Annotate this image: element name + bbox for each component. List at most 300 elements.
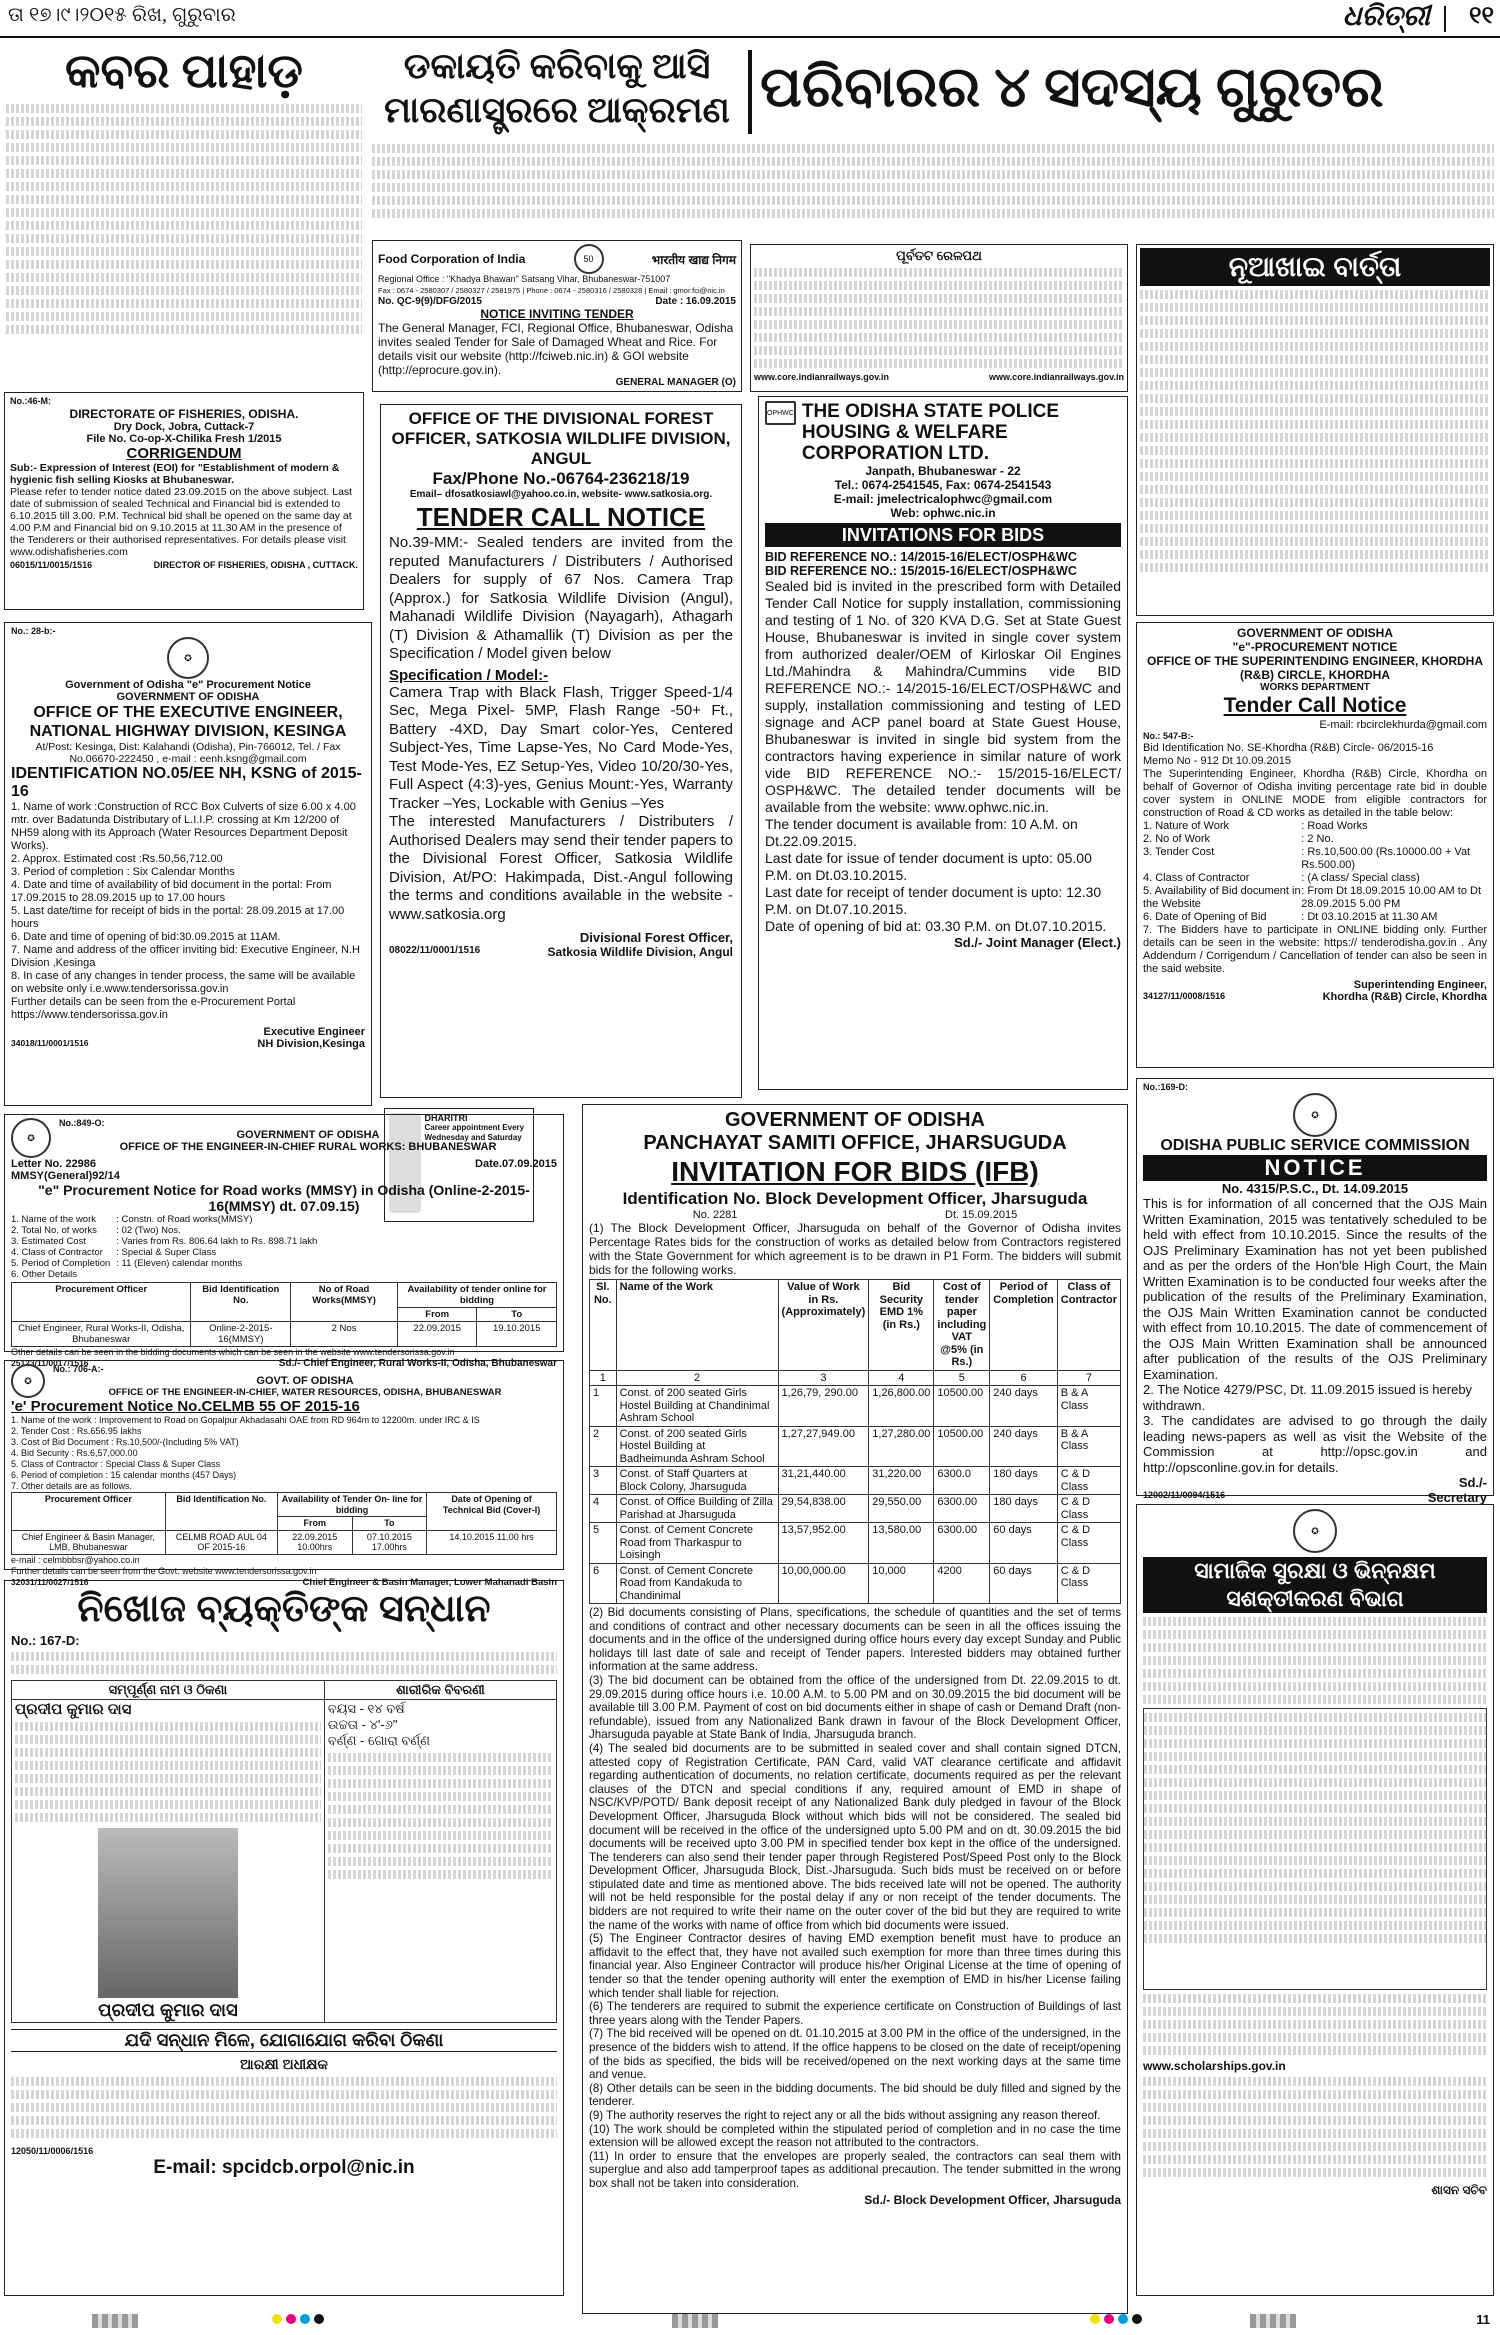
khordha-item-value: : Road Works bbox=[1301, 820, 1368, 832]
ad-nuakhai bbox=[1136, 244, 1494, 616]
ad-social-security bbox=[1136, 1504, 1494, 2296]
fci-body: The General Manager, FCI, Regional Office, Bhubaneswar, Odisha invites sealed Tender for Sale of Damaged Wheat and Rice. For details visit our website (http://fciweb.nic.in) & GOI website (http://eprocure.gov.in). bbox=[378, 321, 734, 377]
table-row bbox=[590, 1523, 1121, 1564]
ifb-colnum: 5 bbox=[934, 1370, 990, 1386]
kesinga-item-6: 6. Date and time of opening of bid:30.09.2015 at 11AM. bbox=[11, 931, 281, 943]
ifb-cell: 1,26,79, 290.00 bbox=[778, 1386, 869, 1427]
rural-cell: 2 Nos bbox=[291, 1322, 398, 1347]
water-heading: 'e' Procurement Notice No.CELMB 55 OF 2015-16 bbox=[11, 1398, 360, 1415]
table-row bbox=[590, 1386, 1121, 1427]
khordha-item-value: : From Dt 18.09.2015 10.00 AM to Dt 28.09.2015 5.00 PM bbox=[1301, 885, 1481, 910]
forest-body: No.39-MM:- Sealed tenders are invited from the reputed Manufacturers / Distributers / Authorised Dealers for supply of 67 Nos. Camera Trap (Approx.) for Satkosia Wildlife Division (Angul), Mahanadi Wildlife Division (Nayagarh), Athagarh (T) Division & Athamallik (T) Division as per the Specification / Model given below bbox=[389, 534, 733, 662]
water-th: To bbox=[352, 1517, 427, 1531]
rural-th: From bbox=[397, 1308, 477, 1322]
rural-cell: 22.09.2015 bbox=[397, 1322, 477, 1347]
ad-ifb-jharsuguda bbox=[582, 1104, 1128, 2314]
khordha-body: The Superintending Engineer, Khordha (R&B) Circle, Khordha on behalf of Governor of Odisha inviting percentage rate bid in double cover system in ONLINE MODE from eligible contractors for construction of Road & CD works as detailed in the table below: bbox=[1143, 768, 1487, 819]
table-row bbox=[590, 1563, 1121, 1604]
masthead-rule bbox=[0, 36, 1500, 38]
ifb-cell: 1,26,800.00 bbox=[869, 1386, 934, 1427]
khordha-items-table bbox=[1143, 820, 1487, 924]
khordha-item-label: 6. Date of Opening of Bid bbox=[1143, 911, 1267, 923]
print-registration-strip bbox=[0, 2306, 1500, 2335]
rural-item-value: : Constn. of Road works(MMSY) bbox=[116, 1214, 253, 1225]
missing-col1: ସମ୍ପୂର୍ଣ୍ଣ ନାମ ଓ ଠିକଣା bbox=[12, 1681, 325, 1700]
ifb-cell: 240 days bbox=[990, 1386, 1058, 1427]
kesinga-no: No.: 28-b:- bbox=[11, 626, 56, 636]
rural-item-label: 3. Estimated Cost bbox=[11, 1236, 86, 1247]
opsc-name: ODISHA PUBLIC SERVICE COMMISSION bbox=[1160, 1137, 1470, 1154]
ifb-colnum: 3 bbox=[778, 1370, 869, 1386]
social-web: www.scholarships.gov.in bbox=[1143, 2059, 1286, 2073]
fci-name: Food Corporation of India bbox=[378, 252, 526, 266]
ifb-cell: 4200 bbox=[934, 1563, 990, 1604]
headline-dakaiti: ଡକାୟତି କରିବାକୁ ଆସି ମାରଣାସ୍ତ୍ରରେ ଆକ୍ରମଣ bbox=[384, 46, 730, 130]
ifb-cell: 60 days bbox=[990, 1563, 1058, 1604]
rural-note: Other details can be seen in the bidding documents which can be seen in the website www.tendersorissa.gov.in bbox=[11, 1347, 455, 1357]
water-table bbox=[11, 1492, 557, 1555]
water-item-2: 2. Tender Cost : Rs.656.95 lakhs bbox=[11, 1426, 142, 1436]
opsc-heading: NOTICE bbox=[1143, 1155, 1487, 1181]
ifb-para-6: (6) The tenderers are required to submit the experience certificate on Construction of Buildings of last three years along with the Tender Papers. bbox=[589, 2000, 1121, 2027]
ifb-para-2: (2) Bid documents consisting of Plans, specifications, the schedule of quantities and the set of terms and conditions of contract and other necessary documents can be seen in all the offices issuing the documents and in the office of the undersigned during office hours every day except Sunday and Public holidays till last date of sale and receipt of Tender papers. Interested bidders may obtained further information at the same address. bbox=[589, 1606, 1121, 1674]
ophwc-logo-icon: OPHWC bbox=[765, 401, 796, 425]
ad-railway bbox=[750, 244, 1128, 392]
magenta-dot-icon bbox=[286, 2314, 296, 2324]
ifb-cell: 10,00,000.00 bbox=[778, 1563, 869, 1604]
ad-khordha bbox=[1136, 622, 1494, 1068]
ifb-para-3: (3) The bid document can be obtained from the office of the undersigned from Dt. 22.09.2015 to dt. 29.09.2015 during office hours i.e. 10.00 A.M. to 5.00 PM and on 30.09.2015 the bid document will be available till 3.00 P.M. Payment of cost on bid documents either in shape of cash or Demand Draft (non-refundable), issued from any Nationalized Bank drawn in favour of the Block Development Officer, Jharsuguda payable at State Bank of India, Jharsuguda branch. bbox=[589, 1673, 1121, 1742]
ifb-cell: 13,580.00 bbox=[869, 1523, 934, 1564]
ifb-cell: B & A Class bbox=[1057, 1426, 1120, 1467]
kesinga-addr: At/Post: Kesinga, Dist: Kalahandi (Odisha), Pin-766012, Tel. / Fax No.06670-222450 , e-mail : eenh.ksng@gmail.com bbox=[35, 741, 341, 765]
missing-email: E-mail: spcidcb.orpol@nic.in bbox=[153, 2157, 415, 2178]
ifb-cell: Const. of 200 seated Girls Hostel Building at Chandinimal Ashram School bbox=[616, 1386, 778, 1427]
ad-opsc-notice bbox=[1136, 1078, 1494, 1505]
fci-heading: NOTICE INVITING TENDER bbox=[480, 307, 634, 321]
ifb-cell: Const. of Cement Concrete Road from Kandakuda to Chandinimal bbox=[616, 1563, 778, 1604]
missing-contact-head: ଯଦି ସନ୍ଧାନ ମିଳେ, ଯୋଗାଯୋଗ କରିବା ଠିକଣା bbox=[11, 2029, 557, 2052]
opsc-seal-icon: ✪ bbox=[1293, 1093, 1337, 1137]
ifb-para-9: (9) The authority reserves the right to reject any or all the bids without assigning any reason thereof. bbox=[589, 2108, 1101, 2122]
opsc-p3: 3. The candidates are advised to go through the daily leading news-papers as well as visit the Website of the Commission at http://opsc.gov.in and http://opsconline.gov.in for details. bbox=[1143, 1413, 1487, 1475]
forest-body2: The interested Manufacturers / Distributers / Authorised Dealers may send their tender papers to the Divisional Forest Officer, Satkosia Wildlife Division, At/PO: Hakimpada, Dist.-Angul following the terms and conditions available in the website - www.satkosia.org bbox=[389, 813, 733, 923]
headline-paribar: ପରିବାରର ୪ ସଦସ୍ୟ ଗୁରୁତର bbox=[760, 57, 1384, 119]
ifb-cell: 6300.00 bbox=[934, 1523, 990, 1564]
water-item-5: 5. Class of Contractor : Special Class & Super Class bbox=[11, 1459, 221, 1469]
rural-item-value bbox=[116, 1269, 317, 1280]
kesinga-item-5: 5. Last date/time for receipt of bids in the portal: 28.09.2015 at 17.00 hours bbox=[11, 905, 345, 930]
khordha-code: 34127/11/0008/1516 bbox=[1143, 991, 1226, 1001]
headline-divider bbox=[748, 50, 752, 134]
missing-person-photo bbox=[98, 1828, 238, 1998]
police-web: Web: ophwc.nic.in bbox=[890, 506, 996, 520]
ifb-th: Bid Security EMD 1% (in Rs.) bbox=[869, 1280, 934, 1371]
missing-caption: ପ୍ରଦୀପ କୁମାର ଦାସ bbox=[98, 2000, 238, 2020]
rural-item-value: : Special & Super Class bbox=[116, 1247, 217, 1258]
rural-date: Date.07.09.2015 bbox=[475, 1158, 557, 1170]
khordha-item-value: : Rs.10,500.00 (Rs.10000.00 + Vat Rs.500.00) bbox=[1301, 846, 1471, 871]
water-sign: Chief Engineer & Basin Manager, Lower Mahanadi Basin bbox=[302, 1576, 557, 1588]
masthead bbox=[0, 0, 1500, 36]
rural-no: No.:849-O: bbox=[59, 1118, 105, 1128]
social-table bbox=[1143, 1708, 1487, 1990]
social-footer: ଶାସନ ସଚିବ bbox=[1431, 2183, 1487, 2197]
forest-sign2: Satkosia Wildlife Division, Angul bbox=[547, 945, 733, 959]
table-row bbox=[590, 1426, 1121, 1467]
missing-heading: ନିଖୋଜ ବ୍ୟକ୍ତିଙ୍କ ସନ୍ଧାନ bbox=[77, 1588, 491, 1630]
missing-table bbox=[11, 1680, 557, 2023]
ad-fci-tender bbox=[372, 240, 742, 392]
ifb-cell: Const. of Staff Quarters at Block Colony, Jharsuguda bbox=[616, 1467, 778, 1495]
railway-web-2: www.core.indianrailways.gov.in bbox=[988, 372, 1124, 382]
water-note: Further details can be seen from the Govt. website www.tendersorissa.gov.in bbox=[11, 1565, 317, 1576]
police-ref1: BID REFERENCE NO.: 14/2015-16/ELECT/OSPH&WC bbox=[765, 550, 1077, 564]
khordha-no: No.: 547-B:- bbox=[1143, 731, 1194, 741]
water-th: Bid Identification No. bbox=[165, 1493, 277, 1531]
missing-colour: ବର୍ଣ୍ଣ - ଗୋରା ବର୍ଣ୍ଣ bbox=[327, 1733, 430, 1748]
ifb-cell: 2 bbox=[590, 1426, 617, 1467]
fci-date: Date : 16.09.2015 bbox=[655, 296, 736, 307]
odisha-seal-icon: ✪ bbox=[1293, 1509, 1337, 1553]
police-email: E-mail: jmelectricalophwc@gmail.com bbox=[833, 492, 1053, 506]
khordha-item-label: 5. Availability of Bid document in the Website bbox=[1143, 885, 1301, 910]
ifb-cell: 240 days bbox=[990, 1426, 1058, 1467]
missing-contact: ଆରକ୍ଷୀ ଅଧୀକ୍ଷକ bbox=[240, 2056, 328, 2072]
ifb-cell: Const. of Cement Concrete Road from Tharkaspur to Loisingh bbox=[616, 1523, 778, 1564]
ifb-th: Name of the Work bbox=[616, 1280, 778, 1371]
ifb-date: Dt. 15.09.2015 bbox=[945, 1209, 1018, 1221]
ifb-para-7: (7) The bid received will be opened on dt. 01.10.2015 at 3.00 PM in the office of the undersigned, in the presence of the bidders wish to attend. If the office happens to be closed on the date of receipt/opening of the bids as specified, the bids will be received/opened on the next working days at the same time and venue. bbox=[589, 2027, 1121, 2082]
ifb-cell: 10500.00 bbox=[934, 1426, 990, 1467]
opsc-sign2: Secretary bbox=[1427, 1490, 1487, 1505]
ifb-cell: 31,21,440.00 bbox=[778, 1467, 869, 1495]
cmyk-dots bbox=[1090, 2314, 1142, 2324]
ifb-cell: 10,000 bbox=[869, 1563, 934, 1604]
rural-item-value: : 11 (Eleven) calendar months bbox=[116, 1258, 243, 1269]
water-cell: 07.10.2015 17.00hrs bbox=[352, 1530, 427, 1554]
rural-cell: 19.10.2015 bbox=[477, 1322, 557, 1347]
fci-qc-no: No. QC-9(9)/DFG/2015 bbox=[378, 296, 482, 307]
cyan-dot-icon bbox=[1118, 2314, 1128, 2324]
police-last1: Last date for issue of tender document is upto: 05.00 P.M. on Dt.03.10.2015. bbox=[765, 850, 1092, 883]
ad-police-housing bbox=[758, 396, 1128, 1090]
rural-mmsy: MMSY(General)92/14 bbox=[11, 1170, 120, 1182]
police-body: Sealed bid is invited in the prescribed form with Detailed Tender Call Notice for supply installation, commissioning and testing of 1 No. of 320 KVA D.G. Set at State Guest House, Bhubaneswar is invited in single cover system from authorized dealer/OEM of Kirloskar Oil Engines Ltd./Mahindra & Mahindra/Cummins vide BID REFERENCE NO.:- 14/2015-16/ELECT/OSPH&WC and supply, installation commissioning and testing of LED signage and ACP panel board at State Guest House, Bhubaneswar is invited in single bid system from the contractors having experience in similar nature of work vide BID REFERENCE NO.:- 15/2015-16/ELECT/ OSPH&WC. The detailed tender documents will be available from the website: www.ophwc.nic.in. bbox=[765, 578, 1121, 815]
fci-logo-icon: 50 bbox=[574, 244, 604, 274]
missing-col2: ଶାରୀରିକ ବିବରଣୀ bbox=[324, 1681, 556, 1700]
missing-name: ପ୍ରଦୀପ କୁମାର ଦାସ bbox=[15, 1701, 132, 1718]
forest-code: 08022/11/0001/1516 bbox=[389, 945, 481, 956]
ifb-cell: C & D Class bbox=[1057, 1495, 1120, 1523]
khordha-sign1: Superintending Engineer, bbox=[1353, 979, 1487, 991]
ifb-cell: 180 days bbox=[990, 1467, 1058, 1495]
ifb-th: Cost of tender paper including VAT @5% (in Rs.) bbox=[934, 1280, 990, 1371]
ifb-colnum: 6 bbox=[990, 1370, 1058, 1386]
water-cell: Chief Engineer & Basin Manager, LMB, Bhubaneswar bbox=[12, 1530, 166, 1554]
rural-item-label: 6. Other Details bbox=[11, 1269, 77, 1280]
water-cell: CELMB ROAD AUL 04 OF 2015-16 bbox=[165, 1530, 277, 1554]
rural-sign: Sd./- Chief Engineer, Rural Works-II, Odisha, Bhubaneswar bbox=[278, 1358, 557, 1369]
ifb-cell: 1 bbox=[590, 1386, 617, 1427]
ifb-cell: 6300.00 bbox=[934, 1495, 990, 1523]
ifb-heading: INVITATION FOR BIDS (IFB) bbox=[671, 1156, 1039, 1187]
kesinga-sign2: NH Division,Kesinga bbox=[257, 1038, 365, 1050]
ifb-para-4: (4) The sealed bid documents are to be submitted in sealed cover and shall contain signed DTCN, attested copy of Registration Certificate, PAN Card, valid VAT clearance certificate and affidavit regarding authentication of documents, no relation certificate, documents required as per the relevant clauses of the DTCN and special conditions if any, required amount of EMD in shape of NSC/KVP/POTD/ Bank deposit receipt of any Nationalized Bank duly pledged in favour of the Block Development Officer, Jharsuguda Block without which bids will not be considered. The sealed bid document will be received in the office of the undersigned upto 5.00 PM and on dt. 30.09.2015 the bid documents will be received upto 3.00 PM in specified tender box kept in the office of the undersigned. The tenderers can also send their tender paper through Registered Post/Speed Post only to the Block Development Officer, Jharsuguda Block, Dist.-Jharsuguda. Such bids must be received on or before stipulated date and time as mentioned above. The bids received late will not be opened. The authority will not be held responsible for the postal delay if any or non receipt of the tender documents. The bidders are not required to write their name on the outer cover of the bid but they are required to write the name of the works with name of office from which bid documents were issued. bbox=[589, 1741, 1121, 1932]
ifb-para-10: (10) The work should be completed within the stipulated period of completion and in no case the time extension will be allowed except the reason not attributed to the contractors. bbox=[589, 2122, 1121, 2150]
ifb-cell: 1,27,27,949.00 bbox=[778, 1426, 869, 1467]
ifb-para-11: (11) In order to ensure that the envelopes are properly sealed, the contractors can seal them with superglue and also add tamperproof tapes as additional precaution. The tender submitted in the wrong box shall not be taken into consideration. bbox=[589, 2149, 1121, 2190]
ifb-cell: C & D Class bbox=[1057, 1563, 1120, 1604]
cmyk-dots bbox=[272, 2314, 324, 2324]
water-office: OFFICE OF THE ENGINEER-IN-CHIEF, WATER RESOURCES, ODISHA, BHUBANESWAR bbox=[108, 1387, 502, 1398]
fci-office: Regional Office : "Khadya Bhawan" Satsang Vihar, Bhubaneswar-751007 bbox=[378, 274, 671, 284]
water-cell: 22.09.2015 10.00hrs bbox=[277, 1530, 352, 1554]
forest-spec: Camera Trap with Black Flash, Trigger Speed-1/4 Sec, Mega Pixel- 5MP, Flash Range -50+ Ft., Battery -4XD, Day Smart color-Yes, Centered Subject-Yes, Time Lapse-Yes, No Card Mode-Yes, Test Mode-Yes, EZ Setup-Yes, Video 10/20/30-Yes, Full Aspect (4:3)-yes, Genius Mount:-Yes, Warranty Tracker –Yes, Lockable with Genius –Yes bbox=[389, 683, 733, 812]
ifb-cell: 10500.00 bbox=[934, 1386, 990, 1427]
khordha-item-label: 2. No of Work bbox=[1143, 833, 1211, 845]
khordha-office: OFFICE OF THE SUPERINTENDING ENGINEER, KHORDHA (R&B) CIRCLE, KHORDHA bbox=[1146, 654, 1484, 682]
kesinga-govt: Government of Odisha "e" Procurement Notice bbox=[65, 679, 311, 691]
table-row bbox=[12, 1530, 557, 1554]
ifb-cell: Const. of 200 seated Girls Hostel Building at Badheimunda Ashram School bbox=[616, 1426, 778, 1467]
opsc-sign1: Sd./- bbox=[1458, 1475, 1487, 1490]
fisheries-sub: Sub:- Expression of Interest (EOI) for "Establishment of modern & hygienic fish selling Kiosks at Bhubaneswar. bbox=[10, 462, 340, 486]
ifb-cell: C & D Class bbox=[1057, 1523, 1120, 1564]
rural-govt: GOVERNMENT OF ODISHA bbox=[236, 1129, 380, 1141]
police-ref2: BID REFERENCE NO.: 15/2015-16/ELECT/OSPH&WC bbox=[765, 564, 1077, 578]
forest-fax: Fax/Phone No.-06764-236218/19 bbox=[432, 469, 690, 488]
rural-item-label: 5. Period of Completion bbox=[11, 1258, 111, 1269]
table-row bbox=[12, 1322, 557, 1347]
dharitri-brand: DHARITRI bbox=[424, 1113, 468, 1123]
nuakhai-heading: ନୂଆଖାଇ ବାର୍ତ୍ତା bbox=[1140, 248, 1490, 286]
grey-scale-mark bbox=[92, 2314, 138, 2328]
police-sign: Sd./- Joint Manager (Elect.) bbox=[954, 935, 1121, 950]
fisheries-sign: DIRECTOR OF FISHERIES, ODISHA , CUTTACK. bbox=[153, 560, 358, 570]
ifb-th: Sl. No. bbox=[590, 1280, 617, 1371]
ad-water-resources bbox=[4, 1360, 564, 1588]
opsc-p2: 2. The Notice 4279/PSC, Dt. 11.09.2015 issued is hereby withdrawn. bbox=[1143, 1382, 1473, 1413]
masthead-paper-name: ଧରିତ୍ରୀ bbox=[1342, 0, 1430, 31]
rural-code: 25123/11/0017/1516 bbox=[11, 1358, 89, 1368]
khordha-heading: Tender Call Notice bbox=[1223, 694, 1407, 717]
water-th: Date of Opening of Technical Bid (Cover-I) bbox=[427, 1493, 557, 1531]
khordha-item-label: 1. Nature of Work bbox=[1143, 820, 1229, 832]
khordha-item-label: 4. Class of Contractor bbox=[1143, 872, 1250, 884]
missing-age: ବୟସ - ୧୪ ବର୍ଷ bbox=[327, 1701, 405, 1716]
kesinga-ident: IDENTIFICATION NO.05/EE NH, KSNG of 2015-16 bbox=[11, 765, 362, 800]
fisheries-file: File No. Co-op-X-Chilika Fresh 1/2015 bbox=[86, 433, 282, 445]
water-govt: GOVT. OF ODISHA bbox=[256, 1375, 354, 1387]
fci-name-hindi: भारतीय खाद्य निगम bbox=[651, 252, 736, 267]
black-dot-icon bbox=[314, 2314, 324, 2324]
social-heading: ସାମାଜିକ ସୁରକ୍ଷା ଓ ଭିନ୍ନକ୍ଷମ ସଶକ୍ତୀକରଣ ବିଭାଗ bbox=[1143, 1557, 1487, 1613]
kesinga-item-4: 4. Date and time of availability of bid document in the portal: From 17.09.2015 to 28.09.2015 up to 17.00 hours bbox=[11, 879, 332, 904]
missing-no: No.: 167-D: bbox=[11, 1633, 80, 1648]
water-item-6: 6. Period of completion : 15 calendar months (457 Days) bbox=[11, 1470, 237, 1480]
rural-th: Procurement Officer bbox=[12, 1283, 191, 1322]
ifb-works-table bbox=[589, 1279, 1121, 1604]
dharitri-line: Career appointment Every Wednesday and Saturday bbox=[424, 1123, 525, 1142]
water-email: e-mail : celmbbbsr@yahoo.co.in bbox=[11, 1554, 140, 1565]
ifb-cell: 4 bbox=[590, 1495, 617, 1523]
missing-code: 12050/11/0006/1516 bbox=[11, 2146, 94, 2156]
odisha-seal-icon: ✪ bbox=[167, 637, 209, 679]
khordha-dept: WORKS DEPARTMENT bbox=[1260, 682, 1370, 693]
khordha-item7: 7. The Bidders have to participate in ONLINE bidding only. Further details can be seen in the website: https:// tenderodisha.gov.in . Any Addendum / Corrigendum / Cancellation of tender can also be seen in the said website. bbox=[1143, 924, 1487, 975]
fisheries-no: No.:46-M: bbox=[10, 396, 51, 406]
water-item-3: 3. Cost of Bid Document : Rs.10,500/-(Including 5% VAT) bbox=[11, 1437, 239, 1447]
ifb-cell: 6 bbox=[590, 1563, 617, 1604]
ifb-intro: (1) The Block Development Officer, Jharsuguda on behalf of the Governor of Odisha invites Percentage Rates bids for the construction of works as detailed below from Contractors registered with the State Government for which agreement is to be drawn in P1 Form. The bidders will submit bids for the following works. bbox=[589, 1221, 1121, 1277]
ifb-cell: 29,54,838.00 bbox=[778, 1495, 869, 1523]
ifb-cell: 1,27,280.00 bbox=[869, 1426, 934, 1467]
ifb-colnum: 7 bbox=[1057, 1370, 1120, 1386]
water-cell: 14.10.2015 11.00 hrs bbox=[427, 1530, 557, 1554]
page-number-footer: 11 bbox=[1476, 2312, 1490, 2327]
rural-heading: "e" Procurement Notice for Road works (MMSY) in Odisha (Online-2-2015-16(MMSY) dt. 07.09.15) bbox=[38, 1182, 530, 1214]
ifb-govt: GOVERNMENT OF ODISHA bbox=[724, 1109, 985, 1131]
opsc-code: 12002/11/0094/1516 bbox=[1143, 1490, 1226, 1500]
odisha-seal-icon: ✪ bbox=[11, 1118, 51, 1158]
fisheries-addr: Dry Dock, Jobra, Cuttack-7 bbox=[113, 421, 255, 433]
ifb-para-5: (5) The Engineer Contractor desires of having EMD exemption benefit must have to produce an affidavit to the effect that, they have not availed such exemption for more than three times during this financial year. Also Engineer Contractor will produce his/her Original License at the time of opening of tender so that the tender opening authority will enter the exemption of EMD in his/her License failing which tender shall liable for rejection. bbox=[589, 1932, 1121, 2000]
masthead-page-number: ୧୧ bbox=[1468, 2, 1494, 29]
kesinga-code: 34018/11/0001/1516 bbox=[11, 1038, 89, 1048]
kesinga-sign1: Executive Engineer bbox=[263, 1026, 365, 1038]
ifb-colnum: 2 bbox=[616, 1370, 778, 1386]
khordha-ident: Bid Identification No. SE-Khordha (R&B) Circle- 06/2015-16 bbox=[1143, 742, 1434, 754]
cyan-dot-icon bbox=[300, 2314, 310, 2324]
ifb-colnum: 4 bbox=[869, 1370, 934, 1386]
ifb-cell: 13,57,952.00 bbox=[778, 1523, 869, 1564]
ifb-cell: 29,550.00 bbox=[869, 1495, 934, 1523]
water-th: Procurement Officer bbox=[12, 1493, 166, 1531]
rural-item-value: : 02 (Two) Nos. bbox=[116, 1225, 181, 1236]
police-tel: Tel.: 0674-2541545, Fax: 0674-2541543 bbox=[834, 478, 1052, 492]
ad-kesinga bbox=[4, 622, 372, 1106]
rural-letter: Letter No. 22986 bbox=[11, 1158, 96, 1170]
table-row bbox=[590, 1495, 1121, 1523]
opsc-no: No.:169-D: bbox=[1143, 1082, 1189, 1092]
ifb-th: Class of Contractor bbox=[1057, 1280, 1120, 1371]
forest-email: Email– dfosatkosiawl@yahoo.co.in, website- www.satkosia.org. bbox=[409, 489, 713, 500]
ifb-sign: Sd./- Block Development Officer, Jharsuguda bbox=[864, 2192, 1121, 2207]
ifb-th: Period of Completion bbox=[990, 1280, 1058, 1371]
ifb-cell: 31,220.00 bbox=[869, 1467, 934, 1495]
khordha-email: E-mail: rbcirclekhurda@gmail.com bbox=[1319, 719, 1487, 731]
ad-missing-person bbox=[4, 1580, 564, 2296]
railway-heading: ପୂର୍ବତଟ ରେଳପଥ bbox=[896, 248, 982, 263]
fisheries-heading: CORRIGENDUM bbox=[126, 445, 242, 462]
khordha-item-value: : 2 No. bbox=[1301, 833, 1334, 845]
police-addr: Janpath, Bhubaneswar - 22 bbox=[865, 464, 1021, 478]
khordha-item-value: : Dt 03.10.2015 at 11.30 AM bbox=[1301, 911, 1438, 923]
rural-th: Bid Identification No. bbox=[191, 1283, 291, 1322]
rural-item-label: 1. Name of the work bbox=[11, 1214, 97, 1225]
ifb-cell: 3 bbox=[590, 1467, 617, 1495]
article-body-lines bbox=[372, 140, 1494, 240]
ad-fisheries bbox=[4, 392, 364, 610]
khordha-item-label: 3. Tender Cost bbox=[1143, 846, 1215, 858]
khordha-memo: Memo No - 912 Dt 10.09.2015 bbox=[1143, 755, 1291, 767]
water-code: 32031/11/0027/1516 bbox=[11, 1576, 89, 1587]
grey-scale-mark bbox=[672, 2314, 718, 2328]
rural-items bbox=[11, 1214, 317, 1280]
ifb-cell: 5 bbox=[590, 1523, 617, 1564]
table-row bbox=[590, 1467, 1121, 1495]
rural-item-value: : Varies from Rs. 806.64 lakh to Rs. 898.71 lakh bbox=[116, 1236, 318, 1247]
ifb-cell: B & A Class bbox=[1057, 1386, 1120, 1427]
odisha-seal-icon: ✪ bbox=[11, 1364, 45, 1398]
ifb-cell: 6300.0 bbox=[934, 1467, 990, 1495]
masthead-date: ତା ୧୭।୯।୨୦୧୫ ରିଖ, ଗୁରୁବାର bbox=[8, 4, 236, 26]
missing-height: ଉଚ୍ଚତା - ୪'-୬" bbox=[327, 1717, 398, 1732]
kesinga-item-1: 1. Name of work :Construction of RCC Box Culverts of size 6.00 x 4.00 mtr. over Badatunda Distributary of L.I.I.P. crossing at Km 12/200 of NH59 along with its Approach (Water Resources Department Deposit Works). bbox=[11, 801, 356, 852]
ifb-cell: 180 days bbox=[990, 1495, 1058, 1523]
black-dot-icon bbox=[1132, 2314, 1142, 2324]
fci-contact: Fax : 0674 - 2580307 / 2580327 / 2581975 | Phone : 0674 - 2580316 / 2580328 | Email : gmor.fci@nic.in bbox=[378, 286, 725, 295]
rural-item-label: 4. Class of Contractor bbox=[11, 1247, 103, 1258]
khordha-govt: GOVERNMENT OF ODISHA bbox=[1236, 626, 1393, 640]
forest-sign1: Divisional Forest Officer, bbox=[579, 930, 733, 945]
opsc-ref: No. 4315/P.S.C., Dt. 14.09.2015 bbox=[1221, 1181, 1409, 1196]
kesinga-office: OFFICE OF THE EXECUTIVE ENGINEER, NATIONAL HIGHWAY DIVISION, KESINGA bbox=[29, 704, 347, 740]
magenta-dot-icon bbox=[1104, 2314, 1114, 2324]
rural-th: No of Road Works(MMSY) bbox=[291, 1283, 398, 1322]
khordha-item-value: : (A class/ Special class) bbox=[1301, 872, 1420, 884]
headline-kabar: କବର ପାହାଡ଼ bbox=[65, 45, 303, 98]
fisheries-body: Please refer to tender notice dated 23.09.2015 on the above subject. Last date of submission of sealed Technical and Financial bid is extended to 6.10.2015 till 3.00. P.M. Technical bid shall be opened on the same day at 4.00 P.M and Financial bid on 9.10.2015 at 11.30 AM in the presence of the Tenderers or their authorised representatives. For details please visit www.odishafisheries.com bbox=[10, 486, 353, 558]
police-heading: INVITATIONS FOR BIDS bbox=[765, 523, 1121, 547]
ifb-th: Value of Work in Rs. (Approximately) bbox=[778, 1280, 869, 1371]
water-no: No.: 706-A:- bbox=[53, 1364, 104, 1374]
article-kabar-pahad bbox=[6, 44, 362, 384]
forest-heading: TENDER CALL NOTICE bbox=[416, 502, 706, 532]
water-th: From bbox=[277, 1517, 352, 1531]
ad-forest-tender bbox=[380, 404, 742, 1098]
forest-spec-head: Specification / Model:- bbox=[389, 666, 549, 684]
rural-item-label: 2. Total No. of works bbox=[11, 1225, 97, 1236]
railway-web-1: www.core.indianrailways.gov.in bbox=[754, 372, 890, 382]
rural-th: To bbox=[477, 1308, 557, 1322]
ifb-office: PANCHAYAT SAMITI OFFICE, JHARSUGUDA bbox=[643, 1132, 1067, 1154]
grey-scale-mark bbox=[1250, 2314, 1296, 2328]
fisheries-title: DIRECTORATE OF FISHERIES, ODISHA. bbox=[69, 407, 299, 421]
forest-office: OFFICE OF THE DIVISIONAL FOREST OFFICER, SATKOSIA WILDLIFE DIVISION, ANGUL bbox=[391, 409, 731, 468]
fci-sign: GENERAL MANAGER (O) bbox=[615, 377, 736, 388]
police-name: THE ODISHA STATE POLICE HOUSING & WELFARE CORPORATION LTD. bbox=[801, 401, 1060, 464]
yellow-dot-icon bbox=[272, 2314, 282, 2324]
opsc-body: This is for information of all concerned that the OJS Main Written Examination, 2015 was tentatively scheduled to be held with effect from 10.10.2015. Since the results of the OJS Preliminary Examination has not yet been published and as per the orders of the Hon'ble High Court, the Main Written Examination is to be conducted four weeks after the publication of the results of the Preliminary Examination, the OJS Main Written Examination cannot be conducted with effect from 10.10.2015. The date of commencement of the OJS Main Written Examination shall be announced after publication of the results of the OJS Preliminary Examination. bbox=[1143, 1196, 1487, 1382]
police-avail: The tender document is available from: 10 A.M. on Dt.22.09.2015. bbox=[765, 816, 1078, 849]
ifb-ident: Identification No. Block Development Officer, Jharsuguda bbox=[622, 1189, 1088, 1208]
rural-table bbox=[11, 1282, 557, 1347]
ifb-cell: C & D Class bbox=[1057, 1467, 1120, 1495]
rural-cell: Chief Engineer, Rural Works-II, Odisha, Bhubaneswar bbox=[12, 1322, 191, 1347]
kesinga-item-8: 8. In case of any changes in tender process, the same will be available on website only i.e.www.tendersorissa.gov.in bbox=[11, 970, 356, 995]
police-open: Date of opening of bid at: 03.30 P.M. on Dt.07.10.2015. bbox=[765, 918, 1107, 934]
ifb-colnum: 1 bbox=[590, 1370, 617, 1386]
rural-th: Availability of tender online for bidding bbox=[397, 1283, 556, 1308]
kesinga-item-2: 2. Approx. Estimated cost :Rs.50,56,712.00 bbox=[11, 853, 223, 865]
rural-office: OFFICE OF THE ENGINEER-IN-CHIEF RURAL WORKS: BHUBANESWAR bbox=[119, 1141, 497, 1153]
kesinga-item-9: Further details can be seen from the e-Procurement Portal https://www.tendersorissa.gov.in bbox=[11, 996, 296, 1021]
water-item-4: 4. Bid Security : Rs.6,57,000.00 bbox=[11, 1448, 138, 1458]
police-last2: Last date for receipt of tender document is upto: 12.30 P.M. on Dt.07.10.2015. bbox=[765, 884, 1102, 917]
kesinga-govt2: GOVERNMENT OF ODISHA bbox=[116, 691, 260, 703]
